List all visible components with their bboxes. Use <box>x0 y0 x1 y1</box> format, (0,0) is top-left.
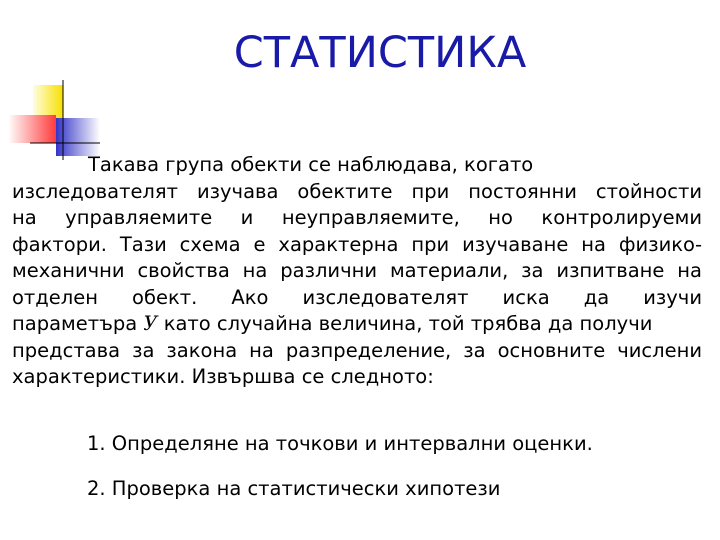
line7-text-before: параметъра <box>12 312 144 335</box>
deco-yellow-square <box>33 85 63 118</box>
paragraph-line-8: представа за закона на разпределение, за основните числени <box>12 338 702 362</box>
paragraph-line-6: отделен обект. Ако изследователят иска да изучи <box>12 285 702 309</box>
line7-text-after: като случайна величина, той трябва да получи <box>157 312 653 335</box>
list-item-2: 2. Проверка на статистически хипотези <box>87 477 501 500</box>
paragraph-line-3: на управляемите и неуправляемите, но контролируеми <box>12 206 702 229</box>
paragraph-line-9: характеристики. Извършва се следното: <box>12 365 434 388</box>
corner-decoration <box>0 0 120 160</box>
paragraph-line-4: фактори. Тази схема е характерна при изучаване на физико- <box>12 232 702 256</box>
paragraph-line-2: изследователят изучава обектите при постоянни стойности <box>12 179 702 203</box>
list-item-1: 1. Определяне на точкови и интервални оценки. <box>87 432 593 455</box>
parameter-symbol: У <box>143 312 158 335</box>
main-paragraph <box>12 152 702 391</box>
paragraph-line-1: Такава група обекти се наблюдава, когато <box>88 153 534 176</box>
paragraph-line-5: механични свойства на различни материали, за изпитване на <box>12 259 702 282</box>
paragraph-line-7 <box>12 311 702 338</box>
slide-title: СТАТИСТИКА <box>233 28 527 78</box>
deco-red-bar <box>8 115 56 143</box>
